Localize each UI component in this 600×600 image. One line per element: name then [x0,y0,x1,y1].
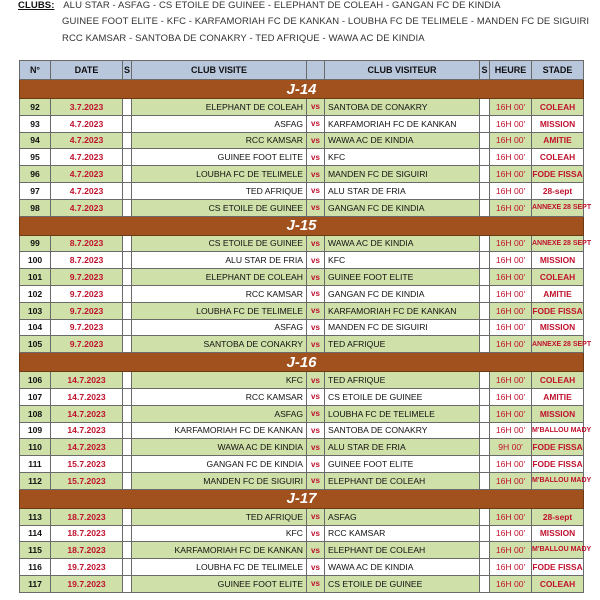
match-date: 14.7.2023 [51,439,123,456]
away-club: SANTOBA DE CONAKRY [325,422,480,439]
home-club: ALU STAR DE FRIA [132,252,307,269]
match-row [20,372,584,389]
stadium: FODE FISSA [532,456,584,473]
away-club: GUINEE FOOT ELITE [325,456,480,473]
match-date: 4.7.2023 [51,182,123,199]
stadium: COLEAH [532,99,584,116]
round-header [20,80,584,99]
match-s-col [123,525,132,542]
stadium: 28-sept [532,182,584,199]
match-s-col [123,285,132,302]
home-club: RCC KAMSAR [132,132,307,149]
match-date: 8.7.2023 [51,235,123,252]
home-club: TED AFRIQUE [132,508,307,525]
match-s-col [123,302,132,319]
match-s-col [123,372,132,389]
away-club: GANGAN FC DE KINDIA [325,199,480,216]
match-number: 95 [20,149,51,166]
match-s2-col [480,115,490,132]
match-number: 99 [20,235,51,252]
match-row [20,336,584,353]
kickoff-time: 16H 00' [490,388,532,405]
stadium: MISSION [532,405,584,422]
kickoff-time: 16H 00' [490,149,532,166]
match-row [20,575,584,592]
kickoff-time: 16H 00' [490,182,532,199]
match-s2-col [480,405,490,422]
kickoff-time: 16H 00' [490,559,532,576]
header-time: HEURE [490,61,532,80]
match-number: 96 [20,166,51,183]
match-number: 100 [20,252,51,269]
versus-label: vs [307,166,325,183]
away-club: ALU STAR DE FRIA [325,182,480,199]
header-s: S [123,61,132,80]
versus-label: vs [307,199,325,216]
match-s-col [123,422,132,439]
kickoff-time: 16H 00' [490,405,532,422]
stadium: COLEAH [532,269,584,286]
match-s-col [123,405,132,422]
versus-label: vs [307,472,325,489]
kickoff-time: 16H 00' [490,235,532,252]
stadium: MISSION [532,525,584,542]
stadium: FODE FISSA [532,559,584,576]
versus-label: vs [307,559,325,576]
match-s2-col [480,319,490,336]
versus-label: vs [307,269,325,286]
versus-label: vs [307,405,325,422]
match-s2-col [480,166,490,183]
match-row [20,456,584,473]
away-club: MANDEN FC DE SIGUIRI [325,319,480,336]
stadium: COLEAH [532,372,584,389]
kickoff-time: 9H 00' [490,439,532,456]
match-number: 92 [20,99,51,116]
match-s-col [123,319,132,336]
kickoff-time: 16H 00' [490,285,532,302]
match-number: 105 [20,336,51,353]
kickoff-time: 16H 00' [490,252,532,269]
match-row [20,269,584,286]
kickoff-time: 16H 00' [490,166,532,183]
match-date: 3.7.2023 [51,99,123,116]
home-club: KFC [132,525,307,542]
match-date: 4.7.2023 [51,132,123,149]
versus-label: vs [307,508,325,525]
away-club: LOUBHA FC DE TELIMELE [325,405,480,422]
stadium: FODE FISSA [532,302,584,319]
home-club: SANTOBA DE CONAKRY [132,336,307,353]
match-number: 109 [20,422,51,439]
match-s2-col [480,388,490,405]
header-home: CLUB VISITE [132,61,307,80]
home-club: ASFAG [132,405,307,422]
clubs-title: CLUBS: [18,0,55,11]
round-header [20,489,584,508]
match-row [20,439,584,456]
stadium: M'BALLOU MADY [532,542,584,559]
stadium: 28-sept [532,508,584,525]
match-number: 106 [20,372,51,389]
home-club: KFC [132,372,307,389]
match-s2-col [480,559,490,576]
match-s2-col [480,508,490,525]
round-label: J-16 [20,353,584,372]
match-date: 15.7.2023 [51,472,123,489]
kickoff-time: 16H 00' [490,508,532,525]
match-number: 101 [20,269,51,286]
kickoff-time: 16H 00' [490,575,532,592]
stadium: AMITIE [532,132,584,149]
versus-label: vs [307,99,325,116]
match-s2-col [480,456,490,473]
match-date: 18.7.2023 [51,508,123,525]
away-club: WAWA AC DE KINDIA [325,559,480,576]
match-s-col [123,456,132,473]
stadium: ANNEXE 28 SEPT [532,235,584,252]
stadium: M'BALLOU MADY [532,472,584,489]
match-date: 9.7.2023 [51,302,123,319]
away-club: TED AFRIQUE [325,372,480,389]
match-row [20,182,584,199]
header-row [20,61,584,80]
match-number: 112 [20,472,51,489]
versus-label: vs [307,319,325,336]
away-club: GANGAN FC DE KINDIA [325,285,480,302]
versus-label: vs [307,456,325,473]
match-s2-col [480,439,490,456]
away-club: ASFAG [325,508,480,525]
kickoff-time: 16H 00' [490,132,532,149]
stadium: ANNEXE 28 SEPT [532,199,584,216]
kickoff-time: 16H 00' [490,336,532,353]
stadium: MISSION [532,319,584,336]
clubs-line-1 [18,0,501,11]
match-s-col [123,235,132,252]
match-s2-col [480,302,490,319]
match-date: 18.7.2023 [51,525,123,542]
header-s2: S [480,61,490,80]
stadium: COLEAH [532,149,584,166]
match-s-col [123,149,132,166]
home-club: KARFAMORIAH FC DE KANKAN [132,422,307,439]
home-club: LOUBHA FC DE TELIMELE [132,302,307,319]
match-date: 9.7.2023 [51,319,123,336]
stadium: AMITIE [532,388,584,405]
away-club: GUINEE FOOT ELITE [325,269,480,286]
stadium: FODE FISSA [532,439,584,456]
away-club: KARFAMORIAH FC DE KANKAN [325,115,480,132]
header-away: CLUB VISITEUR [325,61,480,80]
match-number: 114 [20,525,51,542]
away-club: KFC [325,252,480,269]
match-s2-col [480,132,490,149]
match-date: 4.7.2023 [51,166,123,183]
round-label: J-15 [20,216,584,235]
versus-label: vs [307,252,325,269]
match-s2-col [480,252,490,269]
schedule-body [20,80,592,593]
match-date: 4.7.2023 [51,149,123,166]
match-date: 4.7.2023 [51,199,123,216]
match-row [20,525,584,542]
header-date: DATE [51,61,123,80]
match-row [20,115,584,132]
match-date: 19.7.2023 [51,575,123,592]
versus-label: vs [307,372,325,389]
header-num: N° [20,61,51,80]
stadium: MISSION [532,252,584,269]
home-club: TED AFRIQUE [132,182,307,199]
away-club: WAWA AC DE KINDIA [325,132,480,149]
versus-label: vs [307,525,325,542]
home-club: GUINEE FOOT ELITE [132,149,307,166]
match-s2-col [480,182,490,199]
match-s-col [123,132,132,149]
match-number: 115 [20,542,51,559]
stadium: AMITIE [532,285,584,302]
match-s-col [123,99,132,116]
match-s-col [123,472,132,489]
kickoff-time: 16H 00' [490,422,532,439]
round-label: J-14 [20,80,584,99]
match-s-col [123,166,132,183]
versus-label: vs [307,575,325,592]
match-s-col [123,559,132,576]
kickoff-time: 16H 00' [490,525,532,542]
match-row [20,199,584,216]
match-date: 9.7.2023 [51,269,123,286]
versus-label: vs [307,132,325,149]
match-s2-col [480,542,490,559]
home-club: KARFAMORIAH FC DE KANKAN [132,542,307,559]
match-s2-col [480,575,490,592]
match-row [20,166,584,183]
match-s2-col [480,99,490,116]
schedule-table-wrapper [19,60,592,593]
away-club: ELEPHANT DE COLEAH [325,542,480,559]
round-header [20,216,584,235]
kickoff-time: 16H 00' [490,115,532,132]
match-row [20,422,584,439]
header-venue: STADE [532,61,584,80]
away-club: ELEPHANT DE COLEAH [325,472,480,489]
match-number: 94 [20,132,51,149]
versus-label: vs [307,115,325,132]
match-s2-col [480,422,490,439]
kickoff-time: 16H 00' [490,319,532,336]
match-s2-col [480,269,490,286]
match-s-col [123,336,132,353]
home-club: LOUBHA FC DE TELIMELE [132,166,307,183]
stadium: FODE FISSA [532,166,584,183]
clubs-list-1: ALU STAR - ASFAG - CS ETOILE DE GUINEE - ELEPHANT DE COLEAH - GANGAN FC DE KINDIA [63,0,501,11]
clubs-header [0,0,600,58]
match-s-col [123,439,132,456]
match-date: 15.7.2023 [51,456,123,473]
match-s2-col [480,235,490,252]
match-row [20,559,584,576]
match-s2-col [480,199,490,216]
versus-label: vs [307,542,325,559]
kickoff-time: 16H 00' [490,199,532,216]
match-row [20,99,584,116]
away-club: TED AFRIQUE [325,336,480,353]
match-s-col [123,388,132,405]
match-s-col [123,182,132,199]
away-club: MANDEN FC DE SIGUIRI [325,166,480,183]
match-number: 107 [20,388,51,405]
versus-label: vs [307,182,325,199]
round-label: J-17 [20,489,584,508]
home-club: GANGAN FC DE KINDIA [132,456,307,473]
match-row [20,472,584,489]
away-club: CS ETOILE DE GUINEE [325,575,480,592]
match-row [20,149,584,166]
stadium: MISSION [532,115,584,132]
match-number: 108 [20,405,51,422]
match-date: 19.7.2023 [51,559,123,576]
away-club: ALU STAR DE FRIA [325,439,480,456]
clubs-line-3: RCC KAMSAR - SANTOBA DE CONAKRY - TED AFRIQUE - WAWA AC DE KINDIA [62,33,425,44]
match-s-col [123,269,132,286]
match-row [20,285,584,302]
match-number: 116 [20,559,51,576]
away-club: WAWA AC DE KINDIA [325,235,480,252]
match-s2-col [480,472,490,489]
match-number: 98 [20,199,51,216]
kickoff-time: 16H 00' [490,472,532,489]
away-club: RCC KAMSAR [325,525,480,542]
versus-label: vs [307,285,325,302]
kickoff-time: 16H 00' [490,302,532,319]
versus-label: vs [307,302,325,319]
match-number: 93 [20,115,51,132]
match-s2-col [480,372,490,389]
home-club: ASFAG [132,319,307,336]
match-date: 14.7.2023 [51,405,123,422]
match-s-col [123,508,132,525]
versus-label: vs [307,235,325,252]
versus-label: vs [307,336,325,353]
home-club: RCC KAMSAR [132,285,307,302]
match-number: 110 [20,439,51,456]
match-date: 9.7.2023 [51,336,123,353]
match-s-col [123,575,132,592]
clubs-line-2: GUINEE FOOT ELITE - KFC - KARFAMORIAH FC DE KANKAN - LOUBHA FC DE TELIMELE - MANDEN FC DE SIGUIRI [62,16,590,27]
kickoff-time: 16H 00' [490,372,532,389]
versus-label: vs [307,388,325,405]
kickoff-time: 16H 00' [490,99,532,116]
match-date: 9.7.2023 [51,285,123,302]
home-club: ELEPHANT DE COLEAH [132,99,307,116]
home-club: CS ETOILE DE GUINEE [132,235,307,252]
match-s2-col [480,149,490,166]
match-date: 14.7.2023 [51,372,123,389]
match-number: 117 [20,575,51,592]
match-date: 4.7.2023 [51,115,123,132]
match-date: 14.7.2023 [51,422,123,439]
stadium: ANNEXE 28 SEPT [532,336,584,353]
match-number: 102 [20,285,51,302]
home-club: GUINEE FOOT ELITE [132,575,307,592]
match-row [20,302,584,319]
match-row [20,132,584,149]
schedule-table [19,60,592,593]
match-s-col [123,542,132,559]
away-club: KFC [325,149,480,166]
match-row [20,542,584,559]
match-row [20,388,584,405]
match-date: 18.7.2023 [51,542,123,559]
versus-label: vs [307,422,325,439]
away-club: SANTOBA DE CONAKRY [325,99,480,116]
versus-label: vs [307,149,325,166]
match-row [20,405,584,422]
match-number: 103 [20,302,51,319]
stadium: COLEAH [532,575,584,592]
match-row [20,319,584,336]
stadium: M'BALLOU MADY [532,422,584,439]
match-s-col [123,199,132,216]
kickoff-time: 16H 00' [490,456,532,473]
away-club: CS ETOILE DE GUINEE [325,388,480,405]
match-row [20,252,584,269]
away-club: KARFAMORIAH FC DE KANKAN [325,302,480,319]
match-number: 97 [20,182,51,199]
match-s-col [123,252,132,269]
header-vs [307,61,325,80]
match-s2-col [480,525,490,542]
match-number: 113 [20,508,51,525]
match-number: 104 [20,319,51,336]
match-date: 8.7.2023 [51,252,123,269]
match-s2-col [480,285,490,302]
versus-label: vs [307,439,325,456]
round-header [20,353,584,372]
match-row [20,235,584,252]
kickoff-time: 16H 00' [490,542,532,559]
home-club: WAWA AC DE KINDIA [132,439,307,456]
home-club: CS ETOILE DE GUINEE [132,199,307,216]
match-date: 14.7.2023 [51,388,123,405]
home-club: ELEPHANT DE COLEAH [132,269,307,286]
match-number: 111 [20,456,51,473]
match-s2-col [480,336,490,353]
home-club: RCC KAMSAR [132,388,307,405]
kickoff-time: 16H 00' [490,269,532,286]
home-club: ASFAG [132,115,307,132]
home-club: LOUBHA FC DE TELIMELE [132,559,307,576]
match-row [20,508,584,525]
match-s-col [123,115,132,132]
home-club: MANDEN FC DE SIGUIRI [132,472,307,489]
